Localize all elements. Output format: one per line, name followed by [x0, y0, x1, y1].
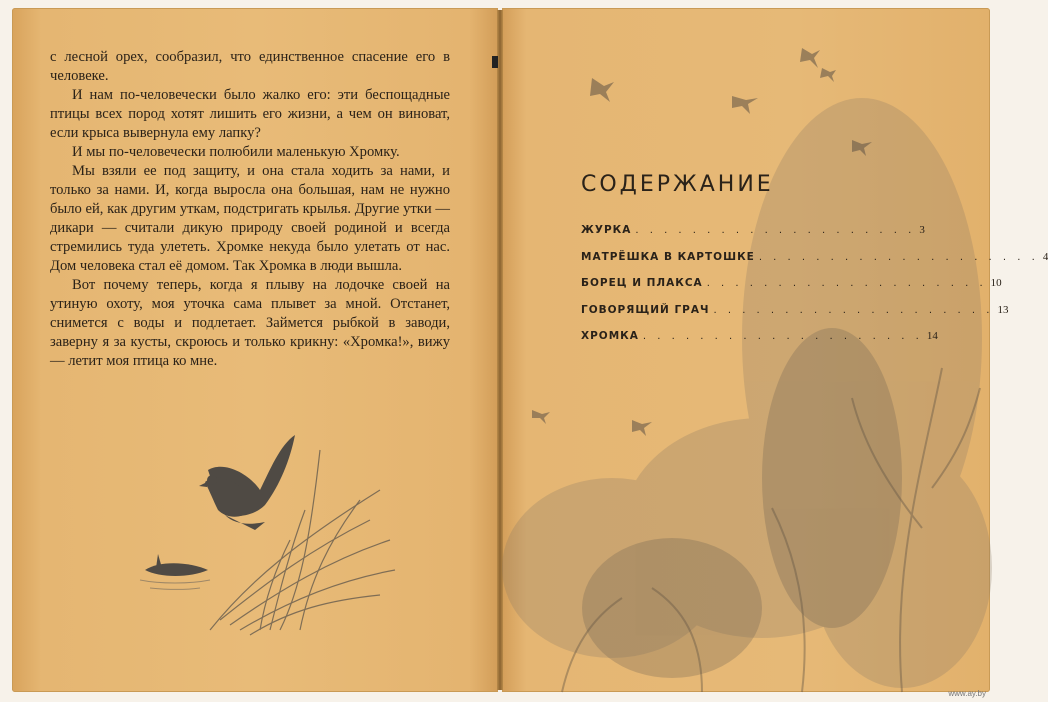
toc-title: БОРЕЦ И ПЛАКСА [581, 277, 703, 289]
toc-page-number: 4 [1042, 250, 1048, 263]
toc-entry[interactable] [581, 277, 1002, 304]
toc-page-number: 3 [919, 224, 925, 236]
toc-title: ЖУРКА [581, 224, 632, 236]
toc-leader: . . . . . . . . . . . . . . . . . . . . [706, 278, 987, 289]
toc-entry[interactable] [581, 303, 1009, 331]
paragraph: И мы по-человечески полюбили маленькую Хромку. [72, 144, 400, 160]
paragraph: Мы взяли ее под защиту, и она стала ходить за нами, и только за нами. И, когда выросла она большая, нам не нужно было ей, как другим уткам, подстригать крылья. Другие утки — дикари — считали дикую природу своей родиной и всегда стремились туда улететь. Хромке некуда было улетать от нас. Дом человека стал её домом. Так Хромка в люди вышла. [50, 163, 450, 274]
table-of-contents [581, 224, 1048, 357]
watermark: www.ay.by [948, 689, 986, 698]
toc-page-number: 13 [997, 303, 1009, 316]
toc-title: МАТРЁШКА В КАРТОШКЕ [581, 250, 755, 263]
paragraph: с лесной орех, сообразил, что единственное спасение его в человеке. [50, 49, 450, 84]
toc-leader: . . . . . . . . . . . . . . . . . . . . [758, 251, 1039, 263]
paragraph: И нам по-человечески было жалко его: эти беспощадные птицы всех пород хотят лишить его жизни, а чем он виноват, если крыса вывернула ему лапку? [50, 87, 450, 141]
toc-page-number: 10 [990, 277, 1002, 289]
paragraph: Вот почему теперь, когда я плыву на лодочке своей на утиную охоту, моя уточка сама плывет за мной. Отстанет, снимется с воды и подлетает. Займется рыбкой в заводи, заверну я за кусты, скроюсь и только крикну: «Хромка!», вижу — летит моя птица ко мне. [50, 277, 450, 369]
toc-entry[interactable] [581, 224, 925, 251]
toc-title: ХРОМКА [581, 330, 639, 342]
duck-flying-over-reeds-illustration [130, 430, 410, 640]
toc-page-number: 14 [926, 330, 938, 342]
toc-title: ГОВОРЯЩИЙ ГРАЧ [581, 303, 710, 316]
toc-leader: . . . . . . . . . . . . . . . . . . . . [642, 331, 923, 342]
toc-leader: . . . . . . . . . . . . . . . . . . . . [713, 304, 994, 316]
toc-entry[interactable] [581, 250, 1048, 278]
left-page-text [50, 48, 450, 371]
toc-leader: . . . . . . . . . . . . . . . . . . . . [635, 225, 916, 236]
print-mark [492, 56, 498, 68]
toc-entry[interactable] [581, 330, 938, 357]
contents-heading: СОДЕРЖАНИЕ [581, 172, 774, 197]
